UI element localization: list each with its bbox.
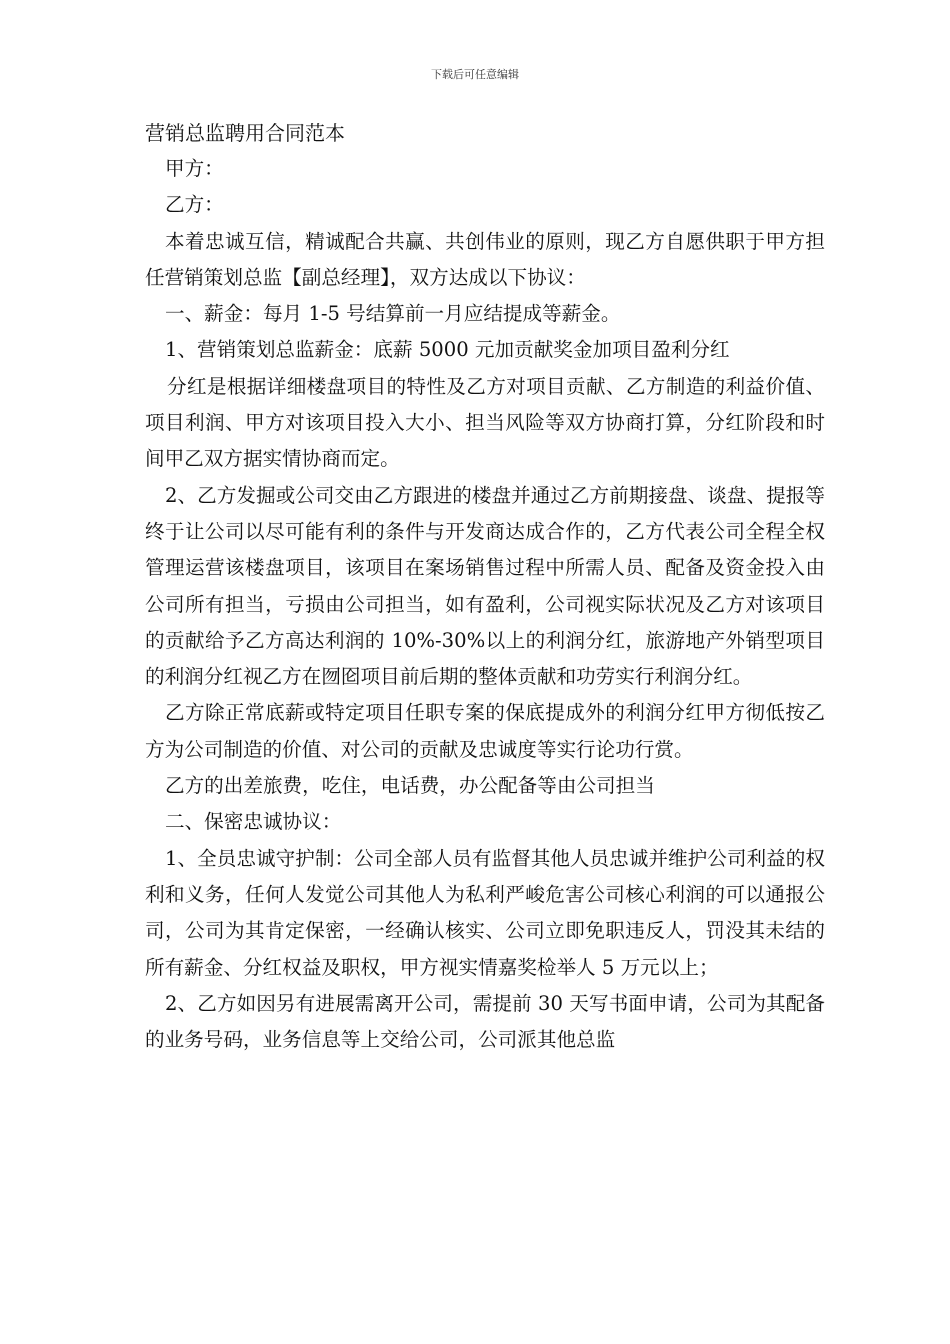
document-body: [145, 115, 825, 1058]
section-1-heading: 一、薪金：每月 1-5 号结算前一月应结提成等薪金。: [165, 302, 621, 326]
clause-2-2: 2、乙方如因另有进展需离开公司，需提前 30 天写书面申请，公司为其配备的业务号码，业务信息等上交给公司，公司派其他总监: [145, 991, 825, 1052]
party-b-line: 乙方：: [165, 193, 224, 217]
dividend-paragraph: 分红是根据详细楼盘项目的特性及乙方对项目贡献、乙方制造的利益价值、项目利润、甲方对该项目投入大小、担当风险等双方协商打算，分红阶段和时间甲乙双方据实情协商而定。: [145, 374, 825, 471]
page-header: 下载后可任意编辑: [431, 68, 519, 81]
preamble-paragraph: 本着忠诚互信，精诚配合共赢、共创伟业的原则，现乙方自愿供职于甲方担任营销策划总监【副总经理】，双方达成以下协议：: [145, 229, 825, 289]
clause-1-1: 1、营销策划总监薪金：底薪 5000 元加贡献奖金加项目盈利分红: [165, 338, 730, 362]
section-2-heading: 二、保密忠诚协议：: [165, 810, 342, 834]
bonus-paragraph: 乙方除正常底薪或特定项目任职专案的保底提成外的利润分红甲方彻低按乙方为公司制造的价值、对公司的贡献及忠诚度等实行论功行赏。: [145, 701, 825, 761]
clause-2-1: 1、全员忠诚守护制：公司全部人员有监督其他人员忠诚并维护公司利益的权利和义务，任何人发觉公司其他人为私利严峻危害公司核心利润的可以通报公司，公司为其肯定保密，一经确认核实、公司立即免职违反人，罚没其未结的所有薪金、分红权益及职权，甲方视实情嘉奖检举人 5 万元以上；: [145, 846, 825, 979]
expenses-paragraph: 乙方的出差旅费，吃住，电话费，办公配备等由公司担当: [165, 774, 655, 798]
document-title: 营销总监聘用合同范本: [145, 121, 345, 145]
party-a-line: 甲方：: [165, 157, 224, 180]
clause-1-2: 2、乙方发掘或公司交由乙方跟进的楼盘并通过乙方前期接盘、谈盘、提报等终于让公司以尽可能有利的条件与开发商达成合作的，乙方代表公司全程全权管理运营该楼盘项目，该项目在案场销售过程中所需人员、配备及资金投入由公司所有担当，亏损由公司担当，如有盈利，公司视实际状况及乙方对该项目的贡献给予乙方高达利润的 10%-30%以上的利润分红，旅游地产外销型项目的利润分红视乙方在囫囵项目前后期的整体贡献和功劳实行利润分红。: [145, 483, 825, 689]
